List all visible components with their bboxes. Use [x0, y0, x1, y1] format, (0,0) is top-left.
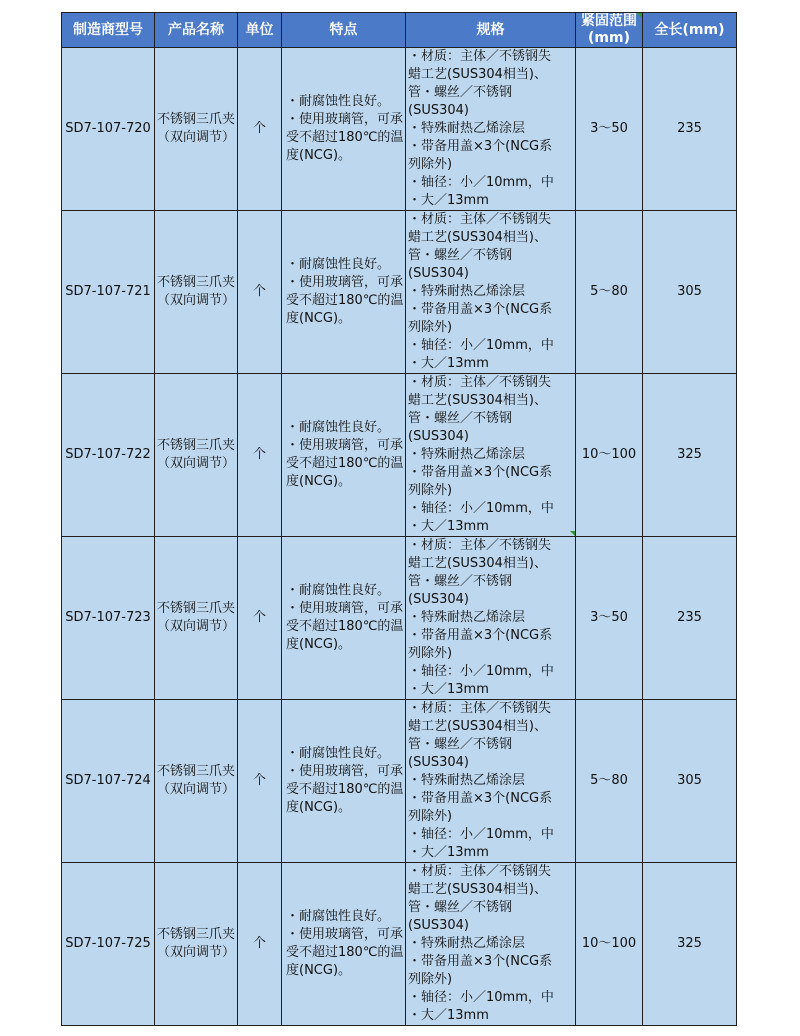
header-features[interactable]: 特点	[282, 13, 406, 48]
product-spec-table	[61, 12, 737, 1026]
spec-line: ・带备用盖×3个(NCG系	[408, 302, 553, 317]
spec-line: ・材质：主体／不锈钢失	[408, 538, 552, 553]
comment-indicator-icon	[570, 531, 575, 536]
spec-line: ・带备用盖×3个(NCG系	[408, 628, 553, 643]
spec-line: 列除外)	[408, 809, 453, 824]
spec-line: ・带备用盖×3个(NCG系	[408, 791, 553, 806]
cell-length[interactable]: 305	[643, 211, 737, 374]
cell-clamp-range[interactable]: 5～80	[576, 700, 643, 863]
spec-line: 管・螺丝／不锈钢	[408, 900, 513, 915]
comment-indicator-icon	[637, 13, 642, 18]
spec-line: ・特殊耐热乙烯涂层	[408, 447, 526, 462]
spec-line: ・特殊耐热乙烯涂层	[408, 936, 526, 951]
spec-line: 蜡工艺(SUS304相当)、	[408, 719, 547, 734]
spec-line: ・大／13mm	[408, 845, 489, 860]
table-row	[62, 211, 737, 374]
cell-model[interactable]: SD7-107-722	[62, 374, 155, 537]
spec-line: ・大／13mm	[408, 1008, 489, 1023]
table-row	[62, 700, 737, 863]
cell-spec[interactable]	[406, 374, 576, 537]
cell-features[interactable]: ・耐腐蚀性良好。 ・使用玻璃管，可承受不超过180℃的温度(NCG)。	[282, 374, 406, 537]
spec-line: ・轴径：小／10mm，中	[408, 827, 554, 842]
spec-line: 管・螺丝／不锈钢	[408, 248, 513, 263]
spec-line: ・带备用盖×3个(NCG系	[408, 954, 553, 969]
cell-product-name[interactable]: 不锈钢三爪夹（双向调节）	[155, 48, 238, 211]
cell-features[interactable]: ・耐腐蚀性良好。 ・使用玻璃管，可承受不超过180℃的温度(NCG)。	[282, 537, 406, 700]
cell-length[interactable]: 325	[643, 863, 737, 1026]
cell-unit[interactable]: 个	[238, 211, 282, 374]
header-clamp-range-label: 紧固范围(mm)	[581, 13, 637, 46]
spec-line: 列除外)	[408, 972, 453, 987]
spec-line: (SUS304)	[408, 592, 469, 607]
spec-line: (SUS304)	[408, 266, 469, 281]
spec-line: 管・螺丝／不锈钢	[408, 85, 513, 100]
cell-length[interactable]: 235	[643, 537, 737, 700]
spec-line: ・带备用盖×3个(NCG系	[408, 139, 553, 154]
spec-line: (SUS304)	[408, 103, 469, 118]
cell-features[interactable]: ・耐腐蚀性良好。 ・使用玻璃管，可承受不超过180℃的温度(NCG)。	[282, 863, 406, 1026]
spec-line: ・特殊耐热乙烯涂层	[408, 284, 526, 299]
cell-spec[interactable]	[406, 48, 576, 211]
header-unit[interactable]: 单位	[238, 13, 282, 48]
spec-line: ・特殊耐热乙烯涂层	[408, 773, 526, 788]
spec-line: 蜡工艺(SUS304相当)、	[408, 556, 547, 571]
spec-line: 管・螺丝／不锈钢	[408, 737, 513, 752]
spec-line: 列除外)	[408, 483, 453, 498]
spec-line: ・材质：主体／不锈钢失	[408, 701, 552, 716]
cell-spec[interactable]	[406, 863, 576, 1026]
table-row	[62, 374, 737, 537]
spec-line: ・材质：主体／不锈钢失	[408, 212, 552, 227]
spec-line: ・大／13mm	[408, 519, 489, 534]
spec-line: ・轴径：小／10mm，中	[408, 501, 554, 516]
spec-line: (SUS304)	[408, 755, 469, 770]
cell-clamp-range[interactable]: 3～50	[576, 537, 643, 700]
spec-line: ・轴径：小／10mm，中	[408, 990, 554, 1005]
spec-line: (SUS304)	[408, 429, 469, 444]
cell-unit[interactable]: 个	[238, 537, 282, 700]
cell-spec[interactable]	[406, 700, 576, 863]
cell-unit[interactable]: 个	[238, 700, 282, 863]
cell-length[interactable]: 325	[643, 374, 737, 537]
spec-line: (SUS304)	[408, 918, 469, 933]
header-spec[interactable]: 规格	[406, 13, 576, 48]
cell-clamp-range[interactable]: 5～80	[576, 211, 643, 374]
spec-line: ・特殊耐热乙烯涂层	[408, 610, 526, 625]
cell-unit[interactable]: 个	[238, 863, 282, 1026]
spec-line: 蜡工艺(SUS304相当)、	[408, 230, 547, 245]
cell-model[interactable]: SD7-107-720	[62, 48, 155, 211]
cell-product-name[interactable]: 不锈钢三爪夹（双向调节）	[155, 863, 238, 1026]
cell-clamp-range[interactable]: 10～100	[576, 863, 643, 1026]
spec-line: ・带备用盖×3个(NCG系	[408, 465, 553, 480]
spec-line: ・材质：主体／不锈钢失	[408, 864, 552, 879]
spec-line: 蜡工艺(SUS304相当)、	[408, 882, 547, 897]
cell-length[interactable]: 235	[643, 48, 737, 211]
spec-line: ・特殊耐热乙烯涂层	[408, 121, 526, 136]
header-name[interactable]: 产品名称	[155, 13, 238, 48]
header-row	[62, 13, 737, 48]
header-clamp-range[interactable]	[576, 13, 643, 48]
cell-spec[interactable]	[406, 211, 576, 374]
cell-product-name[interactable]: 不锈钢三爪夹（双向调节）	[155, 700, 238, 863]
spec-line: ・材质：主体／不锈钢失	[408, 49, 552, 64]
cell-product-name[interactable]: 不锈钢三爪夹（双向调节）	[155, 374, 238, 537]
header-length[interactable]: 全长(mm)	[643, 13, 737, 48]
spec-line: ・大／13mm	[408, 193, 489, 208]
cell-model[interactable]: SD7-107-721	[62, 211, 155, 374]
cell-product-name[interactable]: 不锈钢三爪夹（双向调节）	[155, 211, 238, 374]
cell-features[interactable]: ・耐腐蚀性良好。 ・使用玻璃管，可承受不超过180℃的温度(NCG)。	[282, 211, 406, 374]
cell-model[interactable]: SD7-107-725	[62, 863, 155, 1026]
cell-spec[interactable]	[406, 537, 576, 700]
cell-features[interactable]: ・耐腐蚀性良好。 ・使用玻璃管，可承受不超过180℃的温度(NCG)。	[282, 48, 406, 211]
spec-line: 列除外)	[408, 157, 453, 172]
spec-line: 列除外)	[408, 646, 453, 661]
cell-model[interactable]: SD7-107-724	[62, 700, 155, 863]
table-body	[62, 48, 737, 1026]
spec-line: ・轴径：小／10mm，中	[408, 175, 554, 190]
spec-line: 管・螺丝／不锈钢	[408, 411, 513, 426]
table-row	[62, 537, 737, 700]
cell-clamp-range[interactable]: 3～50	[576, 48, 643, 211]
spec-line: ・大／13mm	[408, 682, 489, 697]
spec-line: ・轴径：小／10mm，中	[408, 664, 554, 679]
table-row	[62, 48, 737, 211]
cell-product-name[interactable]: 不锈钢三爪夹（双向调节）	[155, 537, 238, 700]
cell-length[interactable]: 305	[643, 700, 737, 863]
spec-line: ・大／13mm	[408, 356, 489, 371]
header-model[interactable]: 制造商型号	[62, 13, 155, 48]
spec-line: 列除外)	[408, 320, 453, 335]
cell-model[interactable]: SD7-107-723	[62, 537, 155, 700]
spec-line: 蜡工艺(SUS304相当)、	[408, 393, 547, 408]
cell-unit[interactable]: 个	[238, 48, 282, 211]
spec-line: ・材质：主体／不锈钢失	[408, 375, 552, 390]
cell-features[interactable]: ・耐腐蚀性良好。 ・使用玻璃管，可承受不超过180℃的温度(NCG)。	[282, 700, 406, 863]
spec-line: ・轴径：小／10mm，中	[408, 338, 554, 353]
cell-clamp-range[interactable]: 10～100	[576, 374, 643, 537]
table-row	[62, 863, 737, 1026]
cell-unit[interactable]: 个	[238, 374, 282, 537]
spec-line: 管・螺丝／不锈钢	[408, 574, 513, 589]
spec-line: 蜡工艺(SUS304相当)、	[408, 67, 547, 82]
